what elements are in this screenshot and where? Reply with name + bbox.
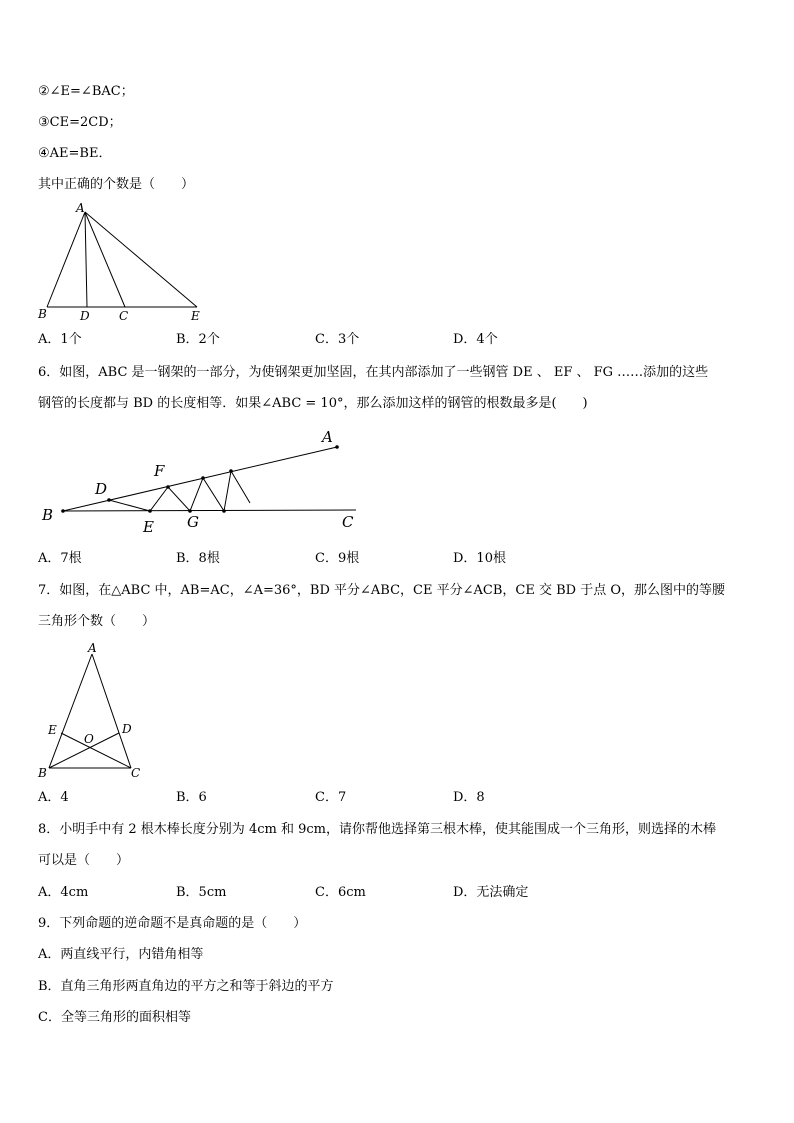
q9-option-b: B．直角三角形两直角边的平方之和等于斜边的平方 [38,979,334,994]
q9-stem: 9．下列命题的逆命题不是真命题的是（ ） [38,916,307,931]
q7-option-c: C．7 [315,790,347,805]
q7-label-e: E [48,723,57,737]
q8-stem-line-2: 可以是（ ） [38,853,130,868]
q5-option-b: B．2个 [176,332,220,347]
q7-option-b: B．6 [176,790,207,805]
q6-label-c: C [342,513,354,531]
q7-label-d: D [122,722,132,736]
q5-condition-3: ③CE=2CD； [38,115,122,130]
q6-label-b: B [42,506,54,524]
q6-option-d: D．10根 [453,551,506,566]
q7-stem-line-1: 7．如图，在△ABC 中，AB=AC，∠A=36°，BD 平分∠ABC，CE 平分∠ACB，CE 交 BD 于点 O，那么图中的等腰 [38,583,725,598]
q5-label-c: C [119,309,129,323]
q6-label-e: E [143,518,154,536]
q6-stem-line-2: 钢管的长度都与 BD 的长度相等．如果∠ABC = 10°，那么添加这样的钢管的根数最多是( ) [38,396,588,411]
q7-label-a: A [88,641,97,655]
q6-stem-line-1: 6．如图，ABC 是一钢架的一部分，为使钢架更加坚固，在其内部添加了一些钢管 DE 、 EF 、 FG ……添加的这些 [38,365,709,380]
q8-option-d: D．无法确定 [453,885,529,900]
q5-label-e: E [191,309,200,323]
q5-condition-4: ④AE=BE． [38,146,112,161]
q7-option-a: A．4 [38,790,69,805]
q5-option-a: A．1个 [38,332,82,347]
q6-label-d: D [95,480,108,498]
q5-condition-2: ②∠E=∠BAC； [38,84,134,99]
q5-option-c: C．3个 [315,332,360,347]
q9-option-a: A．两直线平行，内错角相等 [38,947,204,962]
q6-option-b: B．8根 [176,551,220,566]
q6-label-g: G [187,513,199,531]
q6-label-a: A [322,428,333,446]
q5-stem-end: 其中正确的个数是（ ） [38,177,195,192]
q8-stem-line-1: 8．小明手中有 2 根木棒长度分别为 4cm 和 9cm，请你帮他选择第三根木棒，使其能围成一个三角形，则选择的木棒 [38,822,716,837]
q8-option-b: B．5cm [176,885,227,900]
q6-option-c: C．9根 [315,551,360,566]
q5-label-a: A [76,201,85,215]
q7-label-b: B [38,766,47,780]
q5-option-d: D．4个 [453,332,498,347]
q7-label-c: C [131,766,141,780]
q9-option-c: C．全等三角形的面积相等 [38,1010,191,1025]
q8-option-c: C．6cm [315,885,366,900]
q6-option-a: A．7根 [38,551,82,566]
q5-label-d: D [80,309,90,323]
q6-label-f: F [154,462,165,480]
q7-stem-line-2: 三角形个数（ ） [38,614,156,629]
q5-label-b: B [38,307,47,321]
q7-option-d: D．8 [453,790,485,805]
q7-label-o: O [84,732,94,746]
q8-option-a: A．4cm [38,885,89,900]
